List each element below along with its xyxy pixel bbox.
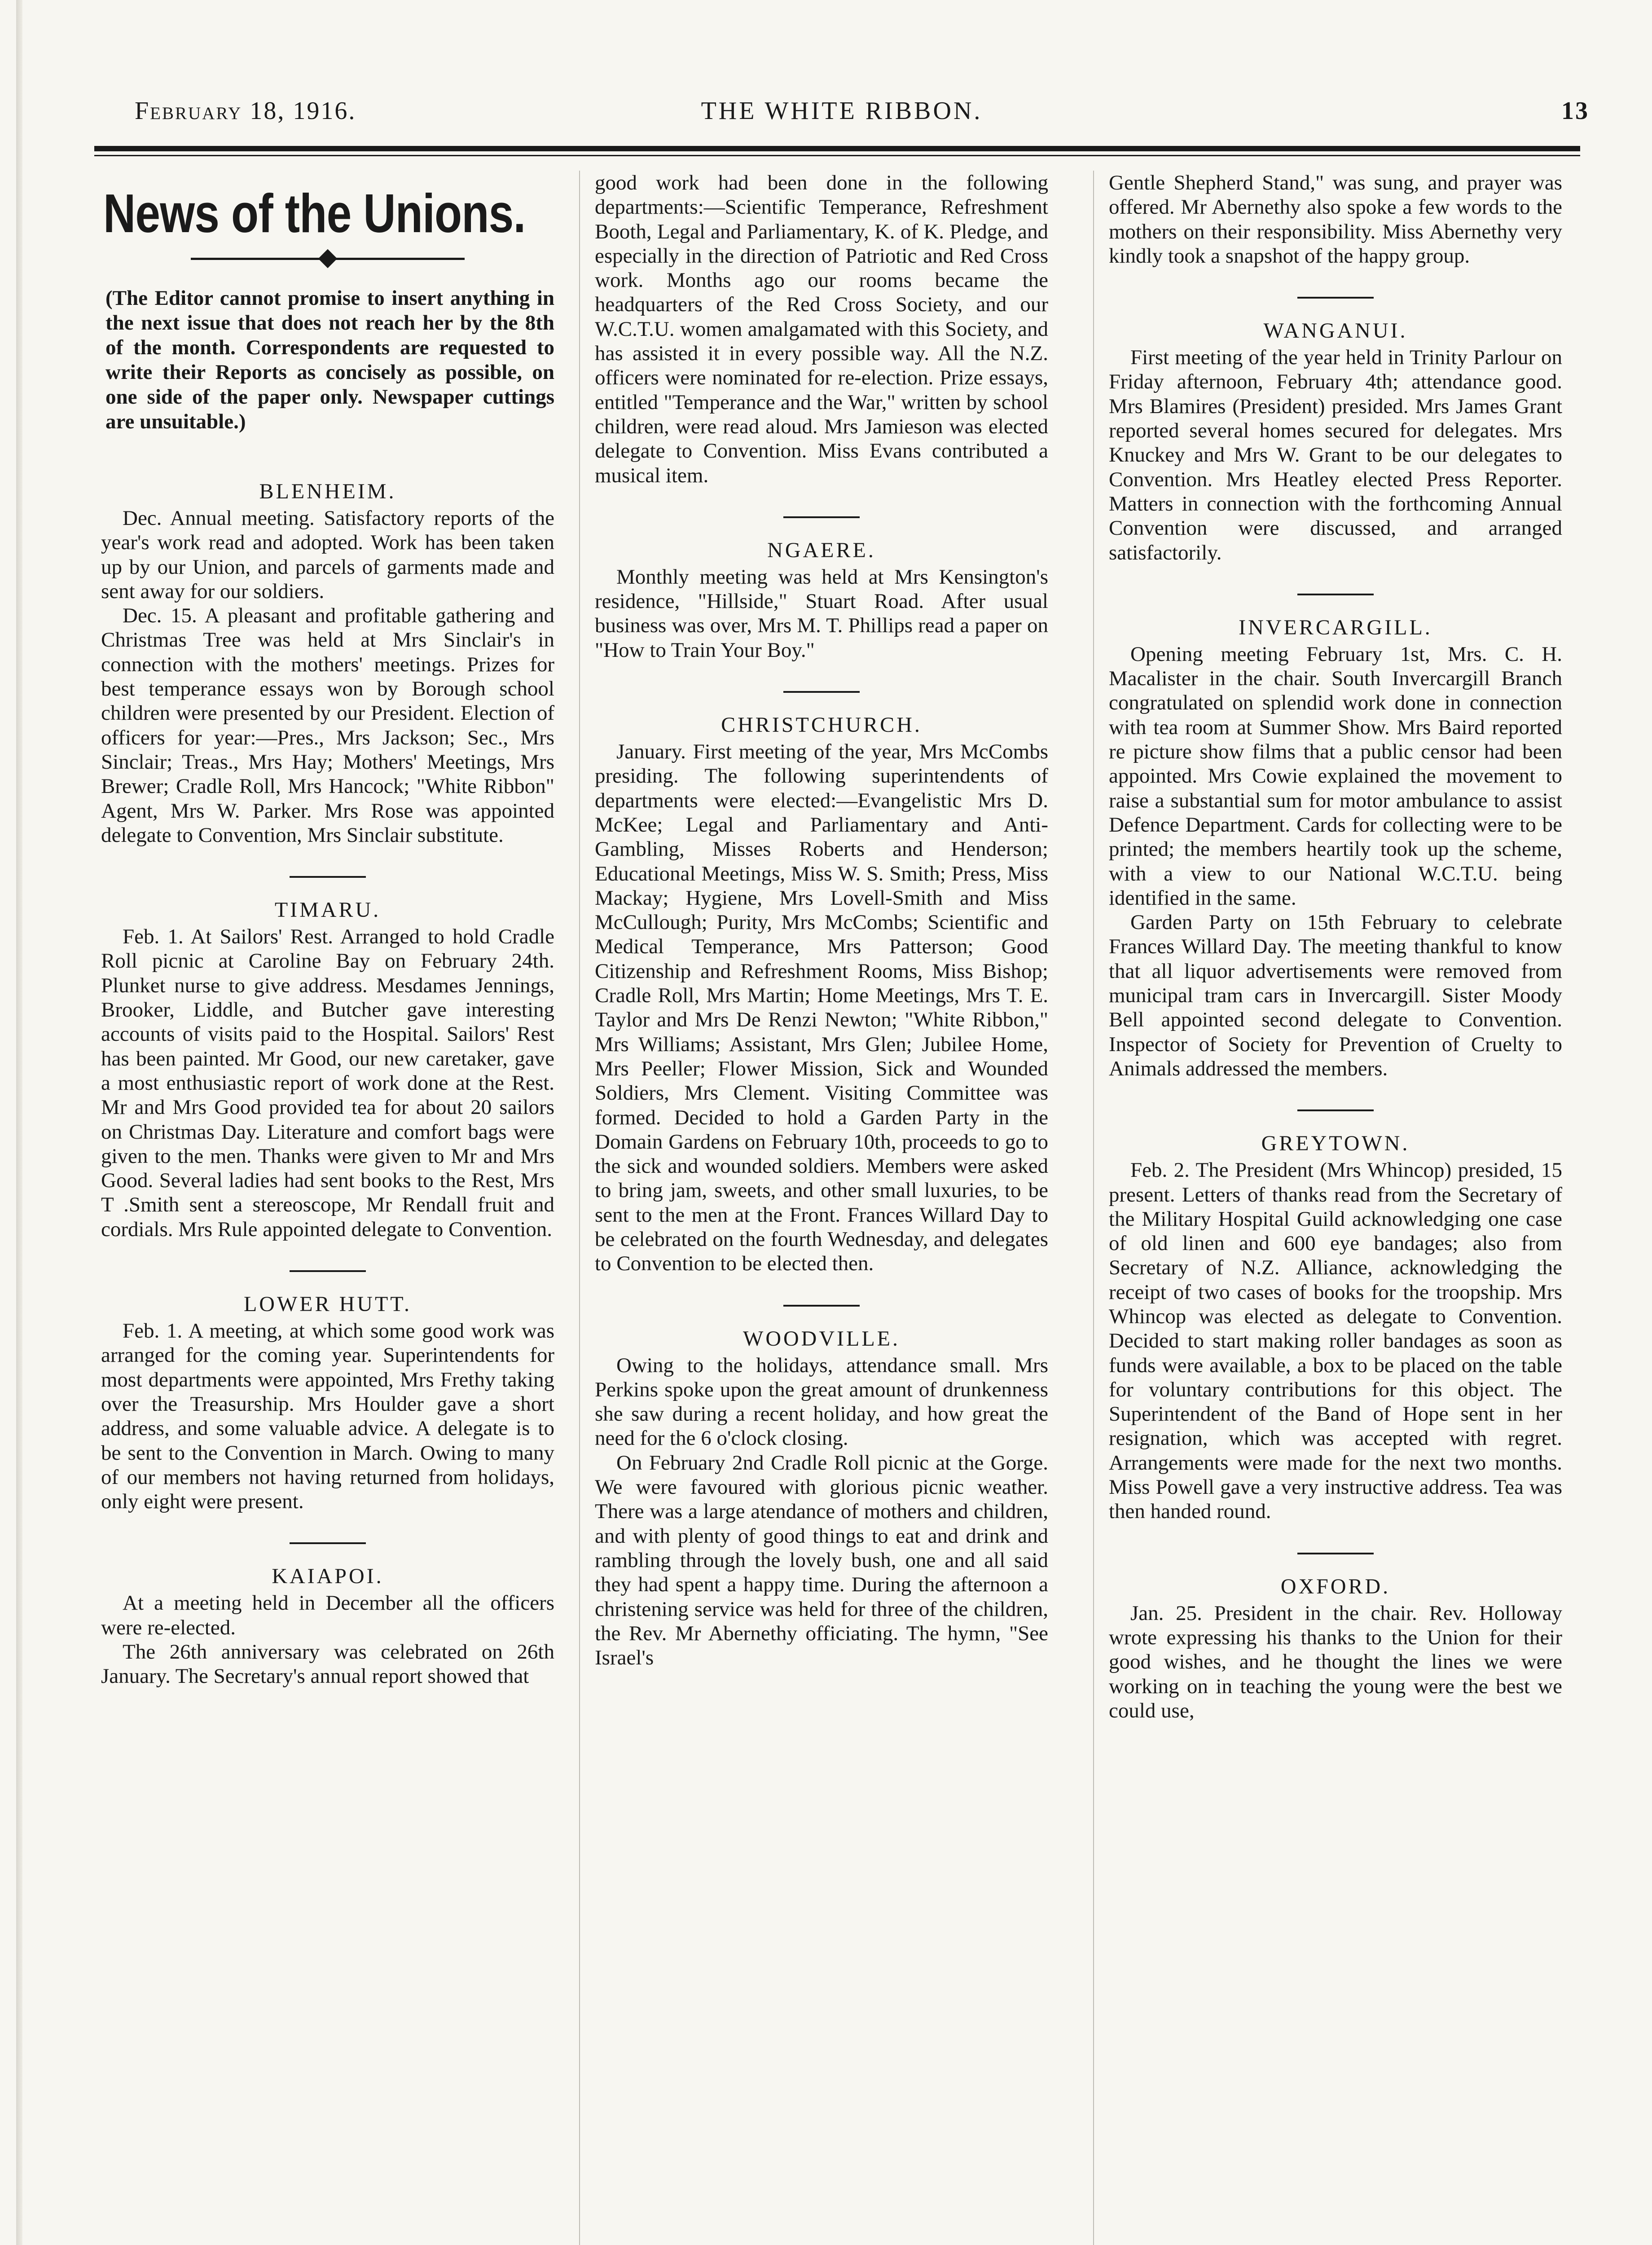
column-1 [101,171,554,2245]
header-rule [94,146,1580,151]
section-separator [290,876,366,878]
union-report [101,898,554,1241]
union-report [1109,171,1562,268]
union-heading: WANGANUI. [1263,319,1408,343]
report-paragraph: good work had been done in the following departments:—Scientific Temperance, Refreshment Booth, Legal and Parliamentary, K. of K. Pledge, and especially in the direction of Patriotic and Red Cross work. Months ago our rooms became the headquarters of the Red Cross Society, and our W.C.T.U. women amalgamated with this Society, and has assisted it in every possible way. All the N.Z. officers were nominated for re-election. Prize essays, entitled "Temperance and the War," written by school children, were read aloud. Mrs Jamieson was elected delegate to Convention. Miss Evans contributed a musical item. [595,171,1048,487]
report-paragraph: Feb. 1. A meeting, at which some good work was arranged for the coming year. Superintendents for most departments were appointed, Mrs Frethy taking over the Treasurship. Mrs Houlder gave a short address, and some valuable advice. A delegate is to be sent to the Convention in March. Owing to many of our members not having returned from holidays, only eight were present. [101,1319,554,1514]
column-divider [579,171,580,2245]
report-paragraph: Monthly meeting was held at Mrs Kensington's residence, "Hillside," Stuart Road. After usual business was over, Mrs M. T. Phillips read a paper on "How to Train Your Boy." [595,565,1048,662]
union-report [595,538,1048,662]
union-heading: BLENHEIM. [259,480,396,503]
report-paragraph: January. First meeting of the year, Mrs McCombs presiding. The following superintendents of departments were elected:—Evangelistic Mrs D. McKee; Legal and Parliamentary and Anti-Gambling, Misses Roberts and Henderson; Educational Meetings, Miss W. S. Smith; Press, Miss Mackay; Hygiene, Mrs Lovell-Smith and Miss McCullough; Purity, Mrs McCombs; Scientific and Medical Temperance, Mrs Patterson; Good Citizenship and Refreshment Rooms, Miss Bishop; Cradle Roll, Mrs Martin; Home Meetings, Mrs T. E. Taylor and Mrs De Renzi Newton; "White Ribbon," Mrs Williams; Assistant, Mrs Glen; Jubilee Home, Mrs Peeller; Flower Mission, Sick and Wounded Soldiers, Mrs Clement. Visiting Committee was formed. Decided to hold a Garden Party in the Domain Gardens on February 10th, proceeds to go to the sick and wounded soldiers. Members were asked to bring jam, sweets, and other small luxuries, to be sent to the men at the Front. Frances Willard Day to be celebrated on the fourth Wednesday, and delegates to Convention to be elected then. [595,740,1048,1276]
report-paragraph: Feb. 1. At Sailors' Rest. Arranged to hold Cradle Roll picnic at Caroline Bay on February 24th. Plunket nurse to give address. Mesdames Jennings, Brooker, Liddle, and Butcher gave interesting accounts of visits paid to the Hospital. Sailors' Rest has been painted. Mr Good, our new caretaker, gave a most enthusiastic report of work done at the Rest. Mr and Mrs Good provided tea for about 20 sailors on Christmas Day. Literature and comfort bags were given to the men. Thanks were given to Mr and Mrs Good. Several ladies had sent books to the Rest, Mrs T .Smith sent a stereoscope, Mr Rendall fruit and cordials. Mrs Rule appointed delegate to Convention. [101,925,554,1241]
section-masthead: News of the Unions. [103,183,526,244]
column-2-reports [595,171,1048,1670]
masthead-ornament [101,250,554,268]
union-report [595,171,1048,488]
section-separator [783,691,860,693]
section-separator [1297,1553,1374,1554]
report-paragraph: On February 2nd Cradle Roll picnic at the Gorge. We were favoured with glorious picnic weather. There was a large atendance of mothers and children, and with plenty of good things to eat and drink and rambling through the lovely bush, one and all said they had spent a happy time. During the afternoon a christening service was held for three of the children, the Rev. Mr Abernethy officiating. The hymn, "See Israel's [595,1451,1048,1670]
publication-title: THE WHITE RIBBON. [701,97,983,125]
section-separator [783,516,860,518]
report-paragraph: Dec. 15. A pleasant and profitable gathering and Christmas Tree was held at Mrs Sinclair's in connection with the mothers' meetings. Prizes for best temperance essays won by Borough school children were presented by our President. Election of officers for year:—Pres., Mrs Jackson; Sec., Mrs Sinclair; Treas., Mrs Hay; Mothers' Meetings, Mrs Brewer; Cradle Roll, Mrs Hancock; "White Ribbon" Agent, Mrs W. Parker. Mrs Rose was appointed delegate to Convention, Mrs Sinclair substitute. [101,604,554,847]
union-report [1109,615,1562,1081]
section-separator [1297,594,1374,595]
section-separator [290,1542,366,1544]
column-3-reports [1109,171,1562,1723]
column-1-reports [101,479,554,1689]
union-heading: LOWER HUTT. [243,1292,412,1316]
union-report [101,1564,554,1688]
report-paragraph: The 26th anniversary was celebrated on 26th January. The Secretary's annual report showed that [101,1640,554,1688]
editor-notice: (The Editor cannot promise to insert anything in the next issue that does not reach her by the 8th of the month. Correspondents are requested to write their Reports as concisely as possible, on one side of the paper only. Newspaper cuttings are unsuitable.) [105,286,554,433]
union-heading: OXFORD. [1280,1574,1391,1598]
union-heading: NGAERE. [767,538,876,562]
report-paragraph: First meeting of the year held in Trinity Parlour on Friday afternoon, February 4th; attendance good. Mrs Blamires (President) presided. Mrs James Grant reported several homes secured for delegates. Mrs Knuckey and Mrs W. Grant to be our delegates to Convention. Mrs Heatley elected Press Reporter. Matters in connection with the forthcoming Annual Convention were discussed, and arranged satisfactorily. [1109,346,1562,564]
section-separator [290,1270,366,1272]
union-heading: KAIAPOI. [272,1564,384,1589]
page-binding-edge [16,0,22,2245]
union-heading: INVERCARGILL. [1239,615,1432,639]
report-paragraph: Feb. 2. The President (Mrs Whincop) presided, 15 present. Letters of thanks read from the Secretary of the Military Hospital Guild acknowledging one case of old linen and 600 eye bandages; also from Secretary of N.Z. Alliance, acknowledging the receipt of two cases of books for the troopship. Mrs Whincop was elected as delegate to Convention. Decided to start making roller bandages as soon as funds were available, a box to be placed on the table for voluntary contributions for this object. The Superintendent of the Band of Hope sent in her resignation, which was accepted with regret. Arrangements were made for the next two months. Miss Powell gave a very instructive address. Tea was then handed round. [1109,1158,1562,1523]
report-paragraph: Owing to the holidays, attendance small. Mrs Perkins spoke upon the great amount of drunkenness she saw during a recent holiday, and how great the need for the 6 o'clock closing. [595,1353,1048,1450]
union-report [1109,318,1562,565]
union-report [1109,1131,1562,1523]
union-heading: TIMARU. [274,898,381,922]
report-paragraph: At a meeting held in December all the officers were re-elected. [101,1591,554,1639]
report-paragraph: Dec. Annual meeting. Satisfactory reports of the year's work read and adopted. Work has been taken up by our Union, and parcels of garments made and sent away for our soldiers. [101,506,554,603]
union-heading: GREYTOWN. [1261,1131,1410,1156]
report-paragraph: Opening meeting February 1st, Mrs. C. H. Macalister in the chair. South Invercargill Branch congratulated on splendid work done in connection with tea room at Summer Show. Mrs Baird reported re picture show films that a public censor had been appointed. Mrs Cowie explained the movement to raise a substantial sum for motor ambulance to assist Defence Department. Cards for collecting were to be printed; the members heartily took up the scheme, with a view to our National W.C.T.U. being identified in the same. [1109,642,1562,910]
issue-date: February 18, 1916. [135,97,356,125]
report-paragraph: Gentle Shepherd Stand," was sung, and prayer was offered. Mr Abernethy also spoke a few words to the mothers on their responsibility. Miss Abernethy very kindly took a snapshot of the happy group. [1109,171,1562,268]
column-3 [1109,171,1562,2245]
report-paragraph: Garden Party on 15th February to celebrate Frances Willard Day. The meeting thankful to know that all liquor advertisements were removed from municipal tram cars in Invercargill. Sister Moody Bell appointed second delegate to Convention. Inspector of Society for Prevention of Cruelty to Animals addressed the members. [1109,911,1562,1080]
report-paragraph: Jan. 25. President in the chair. Rev. Holloway wrote expressing his thanks to the Union for their good wishes, and he thought the lines we were working on in teaching the young were the best we could use, [1109,1601,1562,1722]
section-separator [1297,297,1374,299]
column-divider [1093,171,1094,2245]
section-separator [1297,1109,1374,1111]
union-heading: WOODVILLE. [743,1326,900,1351]
page-number: 13 [1561,97,1589,125]
union-report [1109,1574,1562,1723]
union-report [101,479,554,847]
column-2 [595,171,1048,2245]
running-header [94,92,1589,132]
union-report [595,713,1048,1276]
section-separator [783,1305,860,1307]
union-report [101,1292,554,1514]
union-heading: CHRISTCHURCH. [721,713,922,737]
union-report [595,1326,1048,1670]
